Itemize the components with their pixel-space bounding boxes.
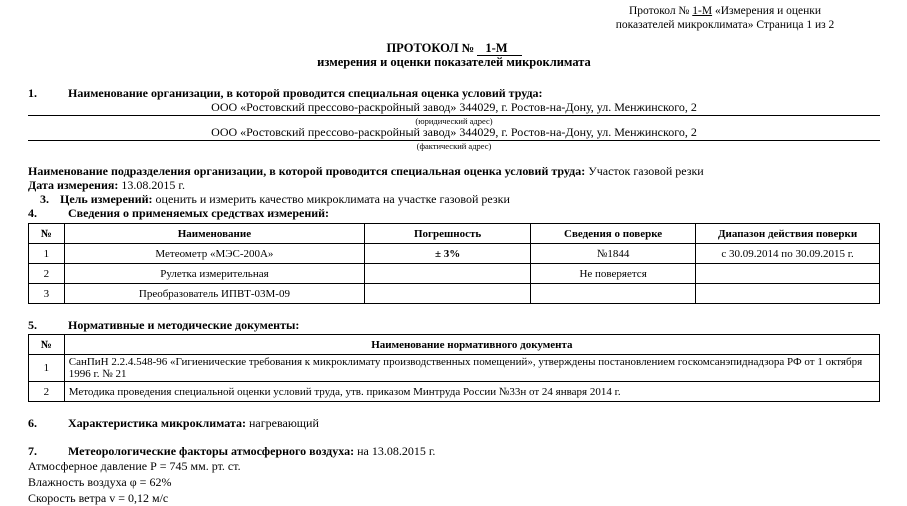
section-7-number: 7. (28, 444, 37, 458)
section-3-value: оценить и измерить качество микроклимата на участке газовой резки (152, 192, 510, 206)
running-header-suffix: «Измерения и оценки (712, 5, 822, 17)
cell-document-name: СанПиН 2.2.4.548-96 «Гигиенические требования к микроклимату производственных помещений», утверждены постановлением госкомсанэпиднадзора РФ от 1 октября 1996 г. № 21 (64, 355, 879, 382)
title-prefix: ПРОТОКОЛ № (386, 41, 478, 55)
section-5-title: Нормативные и методические документы: (68, 318, 300, 332)
col-header-no: № (29, 224, 65, 244)
subdivision-line (28, 164, 880, 178)
cell-verification (531, 284, 696, 304)
title-line1 (28, 41, 880, 55)
title-protocol-number: 1-М (477, 41, 521, 56)
document-title (28, 41, 880, 69)
section-4-heading (28, 206, 880, 220)
cell-verification-range (696, 264, 880, 284)
cell-no: 3 (29, 284, 65, 304)
section-3-heading (28, 192, 880, 206)
section-5-heading (28, 318, 880, 332)
cell-error (365, 264, 531, 284)
cell-no: 2 (29, 264, 65, 284)
actual-address-line: ООО «Ростовский прессово-раскройный завод» 344029, г. Ростов-на-Дону, ул. Менжинского, 2 (28, 126, 880, 141)
cell-verification: Не поверяется (531, 264, 696, 284)
table-row (29, 382, 880, 402)
cell-name: Рулетка измерительная (64, 264, 364, 284)
table-row (29, 355, 880, 382)
section-7-value: на 13.08.2015 г. (354, 444, 436, 458)
col-header-document-name: Наименование нормативного документа (64, 335, 879, 355)
subdivision-value: Участок газовой резки (585, 164, 704, 178)
section-1-number: 1. (28, 86, 37, 100)
section-6-text (68, 416, 319, 430)
table-row (29, 284, 880, 304)
cell-no: 1 (29, 355, 65, 382)
atmospheric-pressure-line: Атмосферное давление Р = 745 мм. рт. ст. (28, 459, 241, 473)
section-7-label: Метеорологические факторы атмосферного воздуха: (68, 444, 355, 458)
measurement-date-line (28, 178, 880, 192)
section-7-text (68, 444, 435, 458)
col-header-verification-range: Диапазон действия поверки (696, 224, 880, 244)
subdivision-label: Наименование подразделения организации, в которой проводится специальная оценка условий труда: (28, 164, 586, 178)
legal-address-caption: (юридический адрес) (415, 116, 493, 126)
instruments-table-header-row (29, 224, 880, 244)
col-header-verification: Сведения о поверке (531, 224, 696, 244)
running-header-prefix: Протокол № (628, 5, 693, 17)
cell-no: 2 (29, 382, 65, 402)
instruments-table (28, 223, 880, 304)
section-6-heading (28, 416, 880, 430)
cell-verification-range: с 30.09.2014 по 30.09.2015 г. (696, 244, 880, 264)
section-3-text (60, 192, 510, 206)
section-3-label: Цель измерений: (60, 192, 153, 206)
section-1-title: Наименование организации, в которой проводится специальная оценка условий труда: (68, 86, 543, 100)
section-4-number: 4. (28, 206, 37, 220)
cell-verification: №1844 (531, 244, 696, 264)
cell-error (365, 284, 531, 304)
col-header-no: № (29, 335, 65, 355)
documents-table-header-row (29, 335, 880, 355)
section-6-value: нагревающий (245, 416, 319, 430)
cell-verification-range (696, 284, 880, 304)
page-running-header (570, 4, 880, 32)
section-6-label: Характеристика микроклимата: (68, 416, 246, 430)
section-5-number: 5. (28, 318, 37, 332)
title-line2: измерения и оценки показателей микроклимата (317, 55, 591, 69)
cell-document-name: Методика проведения специальной оценки условий труда, утв. приказом Минтруда России №33н от 24 января 2014 г. (64, 382, 879, 402)
table-row (29, 244, 880, 264)
air-humidity-line: Влажность воздуха φ = 62% (28, 475, 172, 489)
cell-name: Метеометр «МЭС-200А» (64, 244, 364, 264)
cell-name: Преобразователь ИПВТ-03М-09 (64, 284, 364, 304)
section-3-number: 3. (40, 192, 49, 206)
measurement-date-value: 13.08.2015 г. (118, 178, 185, 192)
running-header-line1 (570, 4, 880, 18)
col-header-name: Наименование (64, 224, 364, 244)
section-1-heading (28, 86, 880, 100)
legal-address-line: ООО «Ростовский прессово-раскройный завод» 344029, г. Ростов-на-Дону, ул. Менжинского, 2 (28, 101, 880, 116)
col-header-error: Погрешность (365, 224, 531, 244)
cell-no: 1 (29, 244, 65, 264)
measurement-date-label: Дата измерения: (28, 178, 119, 192)
normative-documents-table (28, 334, 880, 402)
wind-speed-line: Скорость ветра v = 0,12 м/с (28, 491, 169, 505)
section-6-number: 6. (28, 416, 37, 430)
section-4-title: Сведения о применяемых средствах измерений: (68, 206, 330, 220)
cell-error: ± 3% (365, 244, 531, 264)
running-header-line2: показателей микроклимата» Страница 1 из 2 (615, 19, 835, 31)
section-7-heading (28, 444, 880, 458)
running-header-protocol-number: 1-М (692, 5, 713, 17)
table-row (29, 264, 880, 284)
actual-address-caption: (фактический адрес) (416, 141, 492, 151)
